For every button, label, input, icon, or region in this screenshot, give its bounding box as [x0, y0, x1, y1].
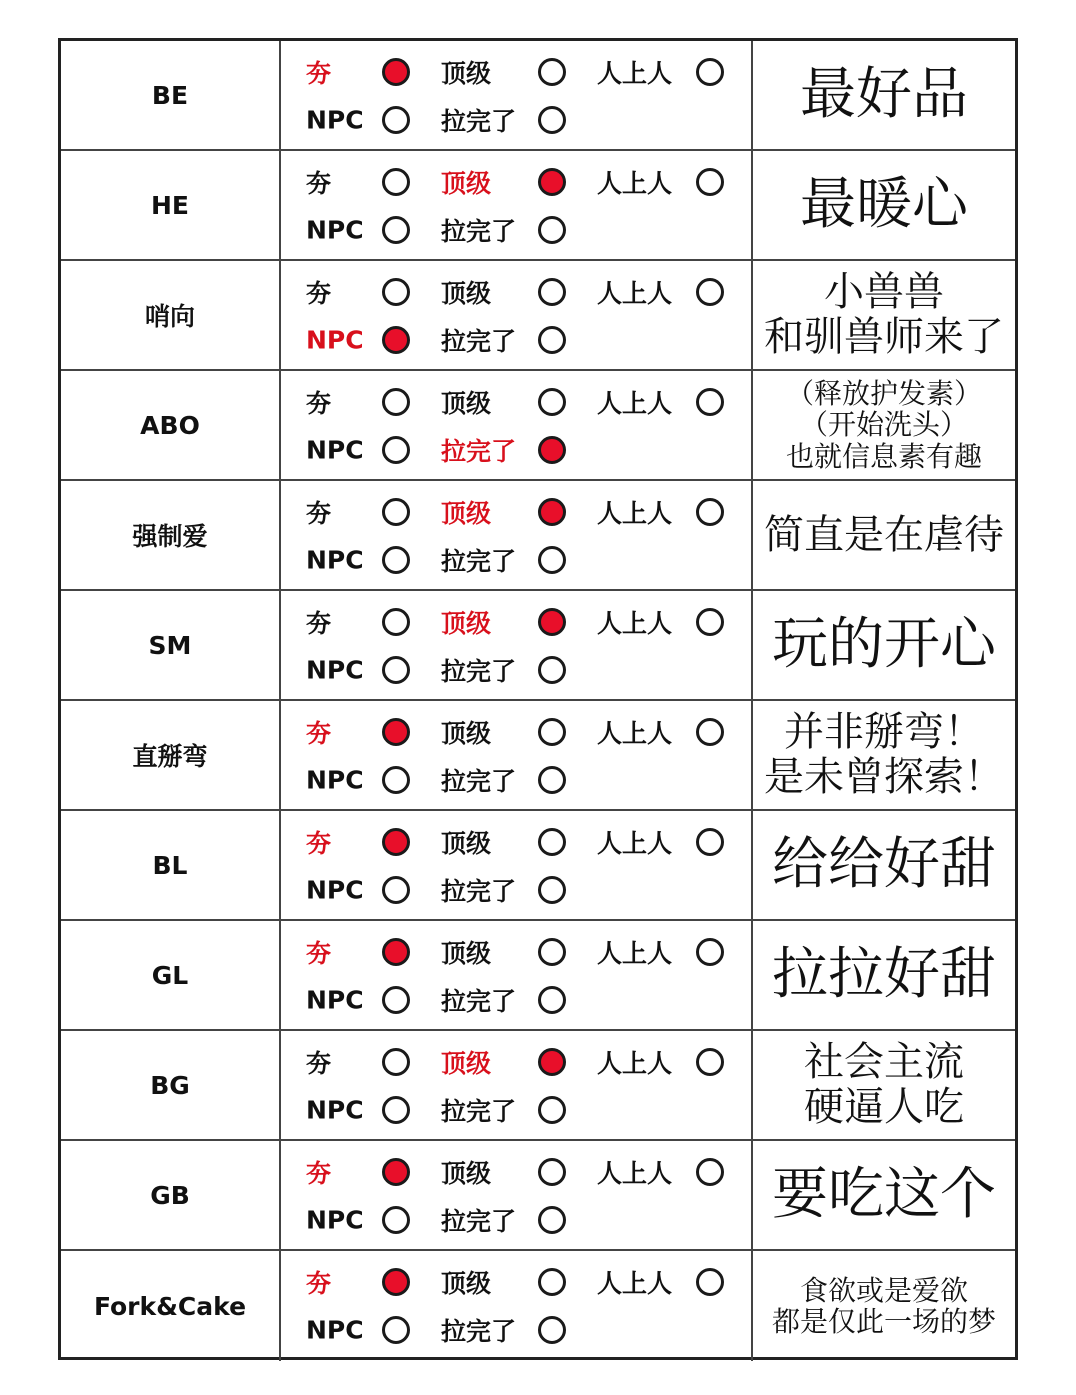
comment-text: 最暖心 [800, 171, 968, 237]
radio-button[interactable] [382, 278, 410, 306]
radio-button[interactable] [382, 608, 410, 636]
row-genre-name: BG [61, 1031, 281, 1139]
option-label: 拉完了 [441, 547, 517, 576]
option-label: 顶级 [441, 1269, 492, 1298]
option-label: 人上人 [597, 169, 673, 198]
radio-selected[interactable] [538, 168, 566, 196]
radio-button[interactable] [538, 938, 566, 966]
option-label: 拉完了 [441, 1097, 517, 1126]
row-genre-name: SM [61, 591, 281, 699]
row-genre-name: HE [61, 151, 281, 259]
row-genre-name: 直掰弯 [61, 701, 281, 809]
radio-button[interactable] [696, 58, 724, 86]
radio-button[interactable] [538, 1206, 566, 1234]
row-genre-name: BE [61, 41, 281, 149]
option-label: 顶级 [441, 939, 492, 968]
rating-options [281, 701, 753, 809]
radio-selected[interactable] [382, 828, 410, 856]
option-label: 人上人 [597, 719, 673, 748]
radio-button[interactable] [538, 1096, 566, 1124]
radio-button[interactable] [538, 106, 566, 134]
row-comment [753, 261, 1015, 369]
comment-text: 玩的开心 [772, 611, 996, 677]
rating-options [281, 261, 753, 369]
radio-button[interactable] [538, 216, 566, 244]
tier-row [61, 921, 1015, 1031]
row-comment [753, 1031, 1015, 1139]
rating-options [281, 921, 753, 1029]
option-label: NPC [306, 1205, 364, 1235]
row-comment [753, 921, 1015, 1029]
row-comment [753, 481, 1015, 589]
rating-options [281, 591, 753, 699]
option-label: 夯 [306, 59, 332, 88]
option-label: 人上人 [597, 1159, 673, 1188]
option-label: 人上人 [597, 279, 673, 308]
option-label: NPC [306, 985, 364, 1015]
radio-button[interactable] [538, 986, 566, 1014]
option-label: 顶级 [441, 389, 492, 418]
rating-options [281, 151, 753, 259]
comment-text: （释放护发素） （开始洗头） 也就信息素有趣 [785, 376, 982, 473]
radio-button[interactable] [538, 718, 566, 746]
radio-selected[interactable] [382, 1158, 410, 1186]
comment-text: 小兽兽 和驯兽师来了 [764, 269, 1004, 360]
radio-selected[interactable] [538, 608, 566, 636]
option-label: NPC [306, 545, 364, 575]
row-genre-name: 哨向 [61, 261, 281, 369]
radio-button[interactable] [696, 1268, 724, 1296]
option-label: 人上人 [597, 389, 673, 418]
row-genre-name: BL [61, 811, 281, 919]
radio-button[interactable] [382, 106, 410, 134]
tier-rating-table [58, 38, 1018, 1360]
option-label: 顶级 [441, 169, 492, 198]
radio-button[interactable] [538, 388, 566, 416]
option-label: 夯 [306, 279, 332, 308]
option-label: 拉完了 [441, 437, 517, 466]
radio-button[interactable] [382, 436, 410, 464]
radio-button[interactable] [538, 876, 566, 904]
comment-text: 社会主流 硬逼人吃 [804, 1039, 964, 1130]
option-label: NPC [306, 215, 364, 245]
rating-options [281, 1251, 753, 1361]
option-label: 顶级 [441, 1159, 492, 1188]
option-label: NPC [306, 655, 364, 685]
option-label: 顶级 [441, 279, 492, 308]
option-label: 拉完了 [441, 877, 517, 906]
option-label: 拉完了 [441, 767, 517, 796]
tier-row [61, 811, 1015, 921]
row-comment [753, 811, 1015, 919]
radio-button[interactable] [696, 498, 724, 526]
rating-options [281, 481, 753, 589]
comment-text: 要吃这个 [772, 1161, 996, 1227]
option-label: 人上人 [597, 1269, 673, 1298]
option-label: 拉完了 [441, 107, 517, 136]
radio-button[interactable] [382, 1316, 410, 1344]
option-label: NPC [306, 1095, 364, 1125]
tier-row [61, 701, 1015, 811]
option-label: NPC [306, 765, 364, 795]
rating-options [281, 1141, 753, 1249]
radio-button[interactable] [696, 278, 724, 306]
option-label: NPC [306, 325, 364, 355]
option-label: 夯 [306, 169, 332, 198]
radio-button[interactable] [696, 608, 724, 636]
radio-selected[interactable] [382, 58, 410, 86]
radio-button[interactable] [382, 546, 410, 574]
row-comment [753, 701, 1015, 809]
tier-row [61, 481, 1015, 591]
option-label: 人上人 [597, 499, 673, 528]
tier-row [61, 1141, 1015, 1251]
radio-button[interactable] [538, 766, 566, 794]
tier-row [61, 591, 1015, 701]
radio-button[interactable] [382, 1048, 410, 1076]
comment-text: 拉拉好甜 [772, 941, 996, 1007]
radio-selected[interactable] [538, 1048, 566, 1076]
radio-button[interactable] [696, 168, 724, 196]
rating-options [281, 371, 753, 479]
option-label: 夯 [306, 609, 332, 638]
radio-selected[interactable] [382, 938, 410, 966]
row-comment [753, 41, 1015, 149]
option-label: NPC [306, 105, 364, 135]
radio-button[interactable] [538, 1316, 566, 1344]
option-label: 人上人 [597, 59, 673, 88]
comment-text: 简直是在虐待 [764, 511, 1004, 558]
option-label: 拉完了 [441, 1207, 517, 1236]
radio-selected[interactable] [382, 718, 410, 746]
option-label: 夯 [306, 389, 332, 418]
radio-selected[interactable] [382, 326, 410, 354]
radio-selected[interactable] [538, 436, 566, 464]
option-label: NPC [306, 435, 364, 465]
option-label: 夯 [306, 829, 332, 858]
option-label: 人上人 [597, 829, 673, 858]
row-genre-name: GL [61, 921, 281, 1029]
radio-button[interactable] [382, 766, 410, 794]
option-label: 夯 [306, 499, 332, 528]
option-label: 拉完了 [441, 987, 517, 1016]
option-label: 人上人 [597, 609, 673, 638]
tier-row [61, 151, 1015, 261]
option-label: 夯 [306, 1159, 332, 1188]
row-comment [753, 151, 1015, 259]
rating-options [281, 1031, 753, 1139]
option-label: 拉完了 [441, 657, 517, 686]
radio-button[interactable] [382, 1096, 410, 1124]
option-label: 夯 [306, 719, 332, 748]
option-label: NPC [306, 1315, 364, 1345]
row-comment [753, 1251, 1015, 1361]
radio-button[interactable] [696, 388, 724, 416]
rating-options [281, 811, 753, 919]
radio-button[interactable] [538, 58, 566, 86]
option-label: 顶级 [441, 59, 492, 88]
radio-button[interactable] [538, 278, 566, 306]
radio-button[interactable] [696, 1158, 724, 1186]
radio-button[interactable] [538, 656, 566, 684]
option-label: 顶级 [441, 719, 492, 748]
row-comment [753, 371, 1015, 479]
comment-text: 最好品 [800, 61, 968, 127]
tier-row [61, 1031, 1015, 1141]
radio-button[interactable] [538, 828, 566, 856]
radio-button[interactable] [382, 876, 410, 904]
radio-button[interactable] [696, 938, 724, 966]
rating-options [281, 41, 753, 149]
option-label: 顶级 [441, 1049, 492, 1078]
option-label: 夯 [306, 1269, 332, 1298]
row-comment [753, 591, 1015, 699]
comment-text: 给给好甜 [772, 831, 996, 897]
tier-row [61, 261, 1015, 371]
option-label: 拉完了 [441, 327, 517, 356]
radio-button[interactable] [696, 1048, 724, 1076]
option-label: 顶级 [441, 609, 492, 638]
radio-button[interactable] [382, 498, 410, 526]
radio-selected[interactable] [382, 1268, 410, 1296]
option-label: 顶级 [441, 499, 492, 528]
radio-button[interactable] [538, 1268, 566, 1296]
radio-button[interactable] [696, 828, 724, 856]
option-label: 夯 [306, 1049, 332, 1078]
row-genre-name: 强制爱 [61, 481, 281, 589]
row-genre-name: GB [61, 1141, 281, 1249]
option-label: NPC [306, 875, 364, 905]
radio-button[interactable] [382, 168, 410, 196]
radio-button[interactable] [538, 1158, 566, 1186]
tier-row [61, 371, 1015, 481]
radio-selected[interactable] [538, 498, 566, 526]
row-genre-name: ABO [61, 371, 281, 479]
radio-button[interactable] [382, 656, 410, 684]
option-label: 夯 [306, 939, 332, 968]
option-label: 人上人 [597, 1049, 673, 1078]
radio-button[interactable] [696, 718, 724, 746]
row-genre-name: Fork&Cake [61, 1251, 281, 1361]
option-label: 人上人 [597, 939, 673, 968]
tier-row [61, 41, 1015, 151]
option-label: 顶级 [441, 829, 492, 858]
radio-button[interactable] [382, 216, 410, 244]
radio-button[interactable] [538, 326, 566, 354]
radio-button[interactable] [382, 1206, 410, 1234]
row-comment [753, 1141, 1015, 1249]
option-label: 拉完了 [441, 1317, 517, 1346]
radio-button[interactable] [382, 986, 410, 1014]
comment-text: 并非掰弯！ 是未曾探索！ [764, 709, 1004, 800]
radio-button[interactable] [538, 546, 566, 574]
radio-button[interactable] [382, 388, 410, 416]
tier-row [61, 1251, 1015, 1361]
comment-text: 食欲或是爱欲 都是仅此一场的梦 [771, 1273, 996, 1338]
option-label: 拉完了 [441, 217, 517, 246]
